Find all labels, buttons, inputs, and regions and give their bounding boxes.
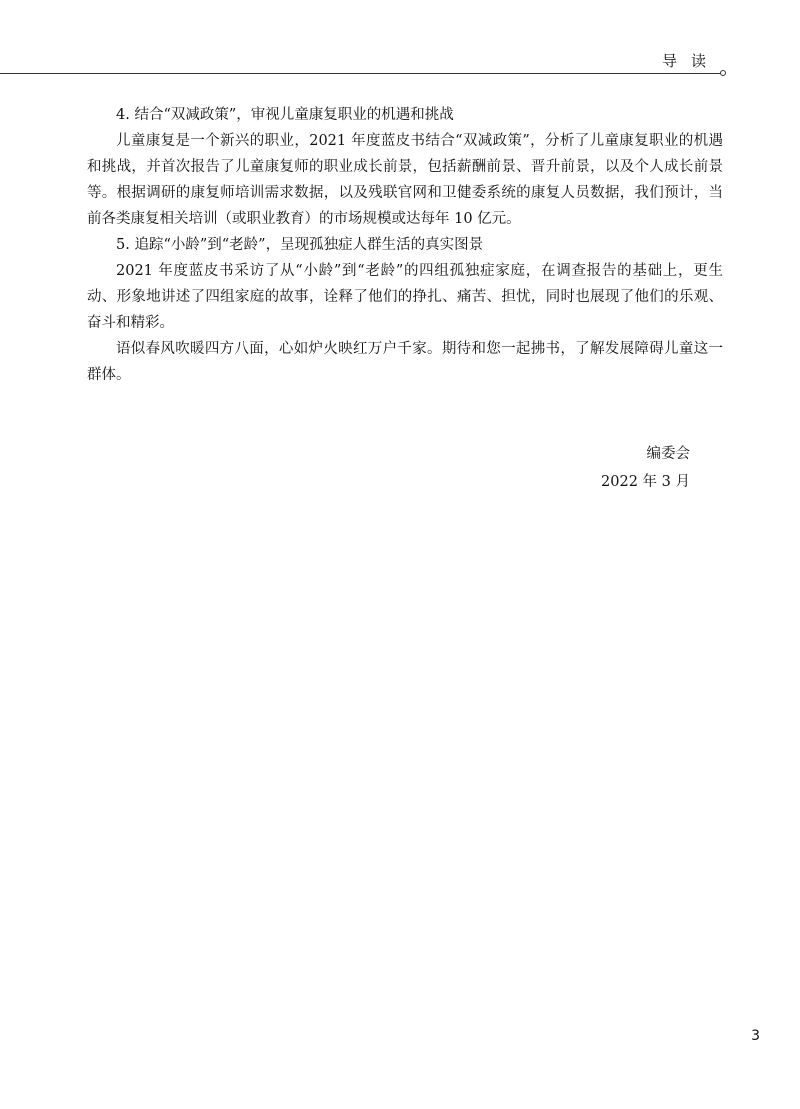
header-rule-end-dot	[720, 70, 726, 76]
page-header	[0, 0, 800, 80]
signature-date: 2022 年 3 月	[601, 474, 690, 490]
section-heading-5: 5. 追踪“小龄”到“老龄”，呈现孤独症人群生活的真实图景	[116, 237, 484, 253]
page-number: 3	[751, 1028, 760, 1044]
signature-block	[601, 440, 690, 496]
signature-author: 编委会	[646, 446, 690, 462]
header-title: 导读	[661, 52, 720, 70]
paragraph-career: 儿童康复是一个新兴的职业，2021 年度蓝皮书结合“双减政策”，分析了儿童康复职业的机遇和挑战，并首次报告了儿童康复师的职业成长前景，包括薪酬前景、晋升前景，以及个人成长前景等。根据调研的康复师培训需求数据，以及残联官网和卫健委系统的康复人员数据，我们预计，当前各类康复相关培训（或职业教育）的市场规模或达每年 10 亿元。	[87, 133, 723, 227]
header-rule	[0, 73, 722, 74]
paragraph-closing: 语似春风吹暖四方八面，心如炉火映红万户千家。期待和您一起拂书，了解发展障碍儿童这一群体。	[87, 341, 723, 383]
paragraph-families: 2021 年度蓝皮书采访了从“小龄”到“老龄”的四组孤独症家庭，在调查报告的基础上，更生动、形象地讲述了四组家庭的故事，诠释了他们的挣扎、痛苦、担忧，同时也展现了他们的乐观、奋斗和精彩。	[87, 263, 723, 331]
body-text	[87, 102, 723, 388]
section-heading-4: 4. 结合“双减政策”，审视儿童康复职业的机遇和挑战	[116, 107, 454, 123]
